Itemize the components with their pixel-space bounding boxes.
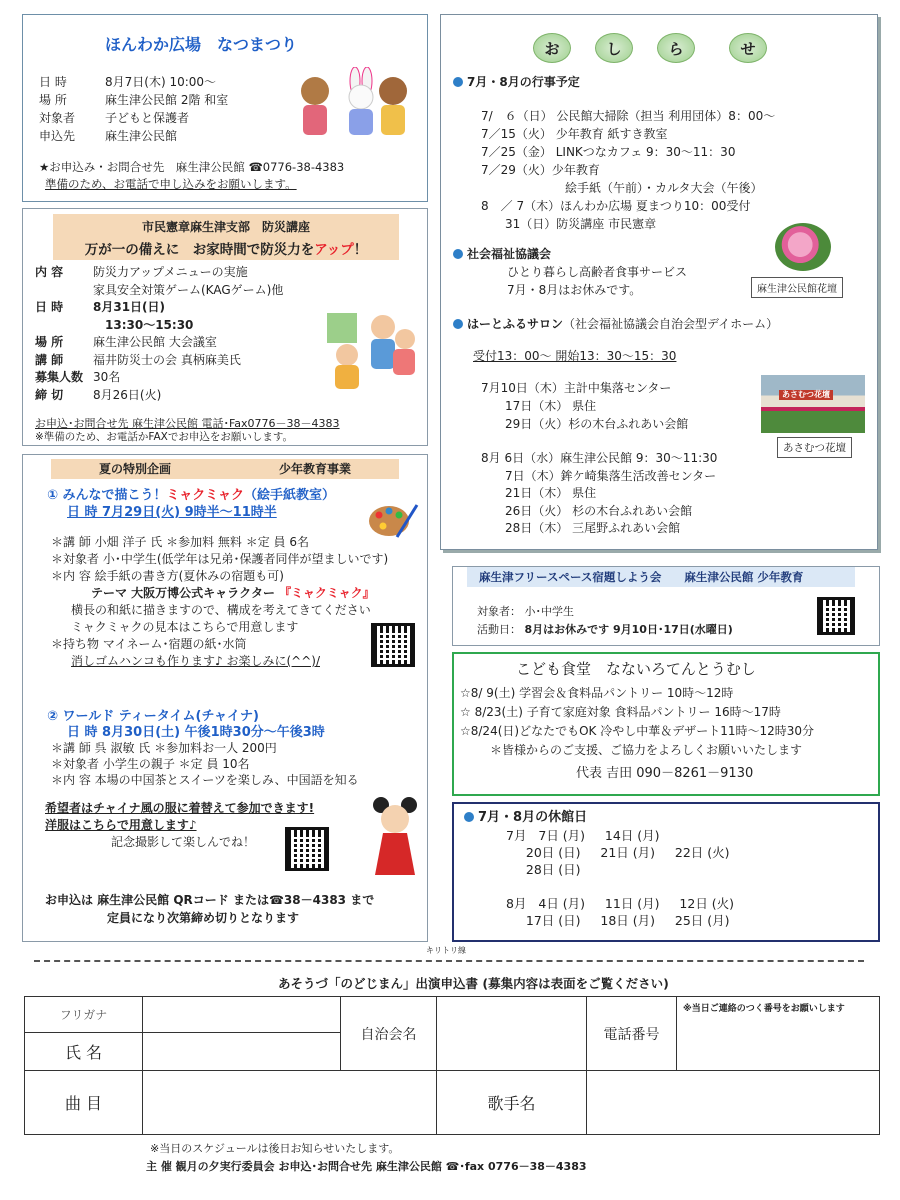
class1-title: ① みんなで描こう！ミャクミャク（絵手紙教室） <box>47 488 336 503</box>
kodomo-representative: 代表 吉田 090－8261－9130 <box>576 766 754 781</box>
jichikai-label: 自治会名 <box>341 997 437 1071</box>
salon-time: 受付13：00～ 開始13：30～15：30 <box>473 349 677 363</box>
family-game-illustration <box>323 309 421 391</box>
flower-bed-photo: あさむつ花壇 <box>761 375 865 433</box>
phone-label: 電話番号 <box>587 997 677 1071</box>
oshirase-panel <box>440 14 878 550</box>
bousai-note: ※準備のため、お電話かFAXでお申込をお願いします。 <box>35 431 293 443</box>
shukudai-target: 対象者： 小･中学生 <box>477 605 574 618</box>
oshirase-char-se: せ <box>729 33 767 63</box>
furigana-field[interactable] <box>143 997 341 1033</box>
salon-list-july: 7月10日（木）主計中集落センター 17日（木） 県住 29日（火）杉の木台ふれあい会館 <box>481 381 689 431</box>
oshirase-char-o: お <box>533 33 571 63</box>
salon-title: はーとふるサロン（社会福祉協議会自治会型デイホーム） <box>453 317 778 333</box>
shukudai-qr-code[interactable] <box>817 597 855 635</box>
flower-caption: 麻生津公民館花壇 <box>751 277 843 298</box>
schedule-title: 7月・8月の行事予定 <box>453 75 580 91</box>
apply-info: お申込は 麻生津公民館 QRコード または☎38－4383 まで <box>45 893 375 907</box>
natsumatsuri-details: 日 時 8月7日(木) 10:00～ 場 所 麻生津公民館 2階 和室 対象者 子どもと保護者 申込先 麻生津公民館 <box>39 75 229 143</box>
singer-field[interactable] <box>587 1071 880 1135</box>
kodomo-line-1: ☆8/ 9(土) 学習会＆食料品パントリー 10時～12時 <box>460 686 734 700</box>
class2-qr-code[interactable] <box>285 827 329 871</box>
singer-label: 歌手名 <box>437 1071 587 1135</box>
form-title: あそうづ「のどじまん」出演申込書 (募集内容は表面をご覧ください) <box>278 976 669 991</box>
natsumatsuri-title: ほんわか広場 なつまつり <box>105 35 298 54</box>
class1-qr-code[interactable] <box>371 623 415 667</box>
closed-days-list: 7月 7日 (月) 14日 (月) 20日 (日) 21日 (月) 22日 (火) 28日 (日) 8月 4日 (月) 11日 (月) 12日 (火) 17日 (日) 18日 (月) 25日 (月) <box>506 828 735 928</box>
bousai-panel <box>22 208 428 446</box>
natsumatsuri-panel <box>22 14 428 202</box>
fukushi-title: 社会福祉協議会 <box>453 247 551 263</box>
form-host-info: 主 催 観月の夕実行委員会 お申込･お問合せ先 麻生津公民館 ☎･fax 0776－38－4383 <box>146 1160 587 1173</box>
cut-line-label: キリトリ線 <box>426 946 466 955</box>
paint-palette-icon <box>367 499 419 539</box>
summer-special-header: 夏の特別企画 少年教育事業 <box>51 459 399 479</box>
kodomo-title: こども食堂 なないろてんとうむし <box>516 660 756 678</box>
apply-info-2: 定員になり次第締め切りとなります <box>107 911 300 925</box>
bousai-contact: お申込･お問合せ先 麻生津公民館 電話･Fax0776－38－4383 <box>35 417 340 430</box>
name-field[interactable] <box>143 1033 341 1071</box>
closed-days-panel <box>452 802 880 942</box>
shukudai-activity: 活動日： 8月はお休みです 9月10日･17日(水曜日) <box>477 623 733 636</box>
song-field[interactable] <box>143 1071 437 1135</box>
class2-details: ＊講 師 呉 淑敏 氏 ＊参加料お一人 200円 ＊対象者 小学生の親子 ＊定 員 10名 ＊内 容 本場の中国茶とスイーツを楽しみ、中国語を知る <box>51 741 359 787</box>
kodomo-shokudo-panel <box>452 652 880 796</box>
bullet-icon <box>453 249 463 259</box>
fukushi-line-1: ひとり暮らし高齢者食事サービス <box>507 265 688 279</box>
cut-line <box>34 960 864 962</box>
class1-date: 日 時 7月29日(火) 9時半～11時半 <box>67 505 277 520</box>
flower-photo <box>775 223 831 271</box>
class2-title: ② ワールド ティータイム(チャイナ) <box>47 709 259 724</box>
schedule-list: 7/ ６（日） 公民館大掃除（担当 利用団体）8：00～ 7／15（火） 少年教育 紙すき教室 7／25（金） LINKつなカフェ 9：30～11：30 7／29（火）少年教育 絵手紙（午前）・カルタ大会（午後） 8 ／ 7（木）ほんわか広場 夏まつり10：00受付 31（日）防災講座 市民憲章 <box>481 109 776 231</box>
oshirase-char-ra: ら <box>657 33 695 63</box>
natsumatsuri-note: 準備のため、お電話で申し込みをお願いします。 <box>45 177 297 191</box>
bullet-icon <box>453 319 463 329</box>
jichikai-field[interactable] <box>437 997 587 1071</box>
class1-details: ＊講 師 小畑 洋子 氏 ＊参加料 無料 ＊定 員 6名 ＊対象者 小･中学生(低学年は兄弟･保護者同伴が望ましいです) ＊内 容 絵手紙の書き方(夏休みの宿題も可) テーマ 大阪万博公式キャラクター 『ミャクミャク』 横長の和紙に描きますので、構成を考えてきてください ミャクミャクの見本はこちらで用意します ＊持ち物 マイネーム･宿題の紙･水筒 消しゴムハンコも作ります♪ お楽しみに(^^)/ <box>51 535 389 668</box>
kodomo-line-3: ☆8/24(日)どなたでもOK 冷やし中華＆デザート11時～12時30分 <box>460 724 815 738</box>
salon-list-august: 8月 6日（水）麻生津公民館 9：30～11:30 7日（木）鉾ケ崎集落生活改善センター 21日（木） 県住 26日（火） 杉の木台ふれあい会館 28日（木） 三尾野ふれあい会館 <box>481 451 718 535</box>
bullet-icon <box>464 812 474 822</box>
phone-field[interactable]: ※当日ご連絡のつく番号をお願いします <box>677 997 880 1071</box>
festival-animals-illustration <box>295 67 413 139</box>
furigana-label: フリガナ <box>25 997 143 1033</box>
shukudai-header: 麻生津フリースペース宿題しよう会 麻生津公民館 少年教育 <box>467 567 855 587</box>
bousai-details: 内 容 防災力アップメニューの実施 家具安全対策ゲーム(KAGゲーム)他 日 時 8月31日(日) 13:30～15:30 場 所 麻生津公民館 大会議室 講 師 福井防災士の会 真柄麻美氏 募集人数 30名 締 切 8月26日(火) <box>35 265 284 402</box>
kodomo-thanks: ＊皆様からのご支援、ご協力をよろしくお願いいたします <box>490 743 803 757</box>
closed-days-title: 7月・8月の休館日 <box>464 810 587 827</box>
kodomo-line-2: ☆ 8/23(土) 子育て家庭対象 食料品パントリー 16時～17時 <box>460 705 781 719</box>
flower-bed-caption: あさむつ花壇 <box>777 437 852 458</box>
class2-dress-note-2: 洋服はこちらで用意します♪ <box>45 818 197 832</box>
class2-dress-note: 希望者はチャイナ風の服に着替えて参加できます! <box>45 801 315 815</box>
class2-photo-note: 記念撮影して楽しんでね！ <box>111 835 256 849</box>
oshirase-char-shi: し <box>595 33 633 63</box>
class2-date: 日 時 8月30日(土) 午後1時30分～午後3時 <box>67 725 325 740</box>
natsumatsuri-contact: ★お申込み・お問合せ先 麻生津公民館 ☎0776-38-4383 <box>39 160 345 174</box>
application-form <box>24 996 880 1135</box>
bullet-icon <box>453 77 463 87</box>
song-label: 曲 目 <box>25 1071 143 1135</box>
name-label: 氏 名 <box>25 1033 143 1071</box>
china-dress-girl-illustration <box>367 795 423 879</box>
summer-special-panel <box>22 454 428 942</box>
fukushi-line-2: 7月・8月はお休みです。 <box>507 283 642 297</box>
shukudai-panel <box>452 566 880 646</box>
form-schedule-note: ※当日のスケジュールは後日お知らせいたします。 <box>150 1142 400 1155</box>
bousai-header: 市民憲章麻生津支部 防災講座 万が一の備えに お家時間で防災力をアップ！ <box>53 214 399 260</box>
